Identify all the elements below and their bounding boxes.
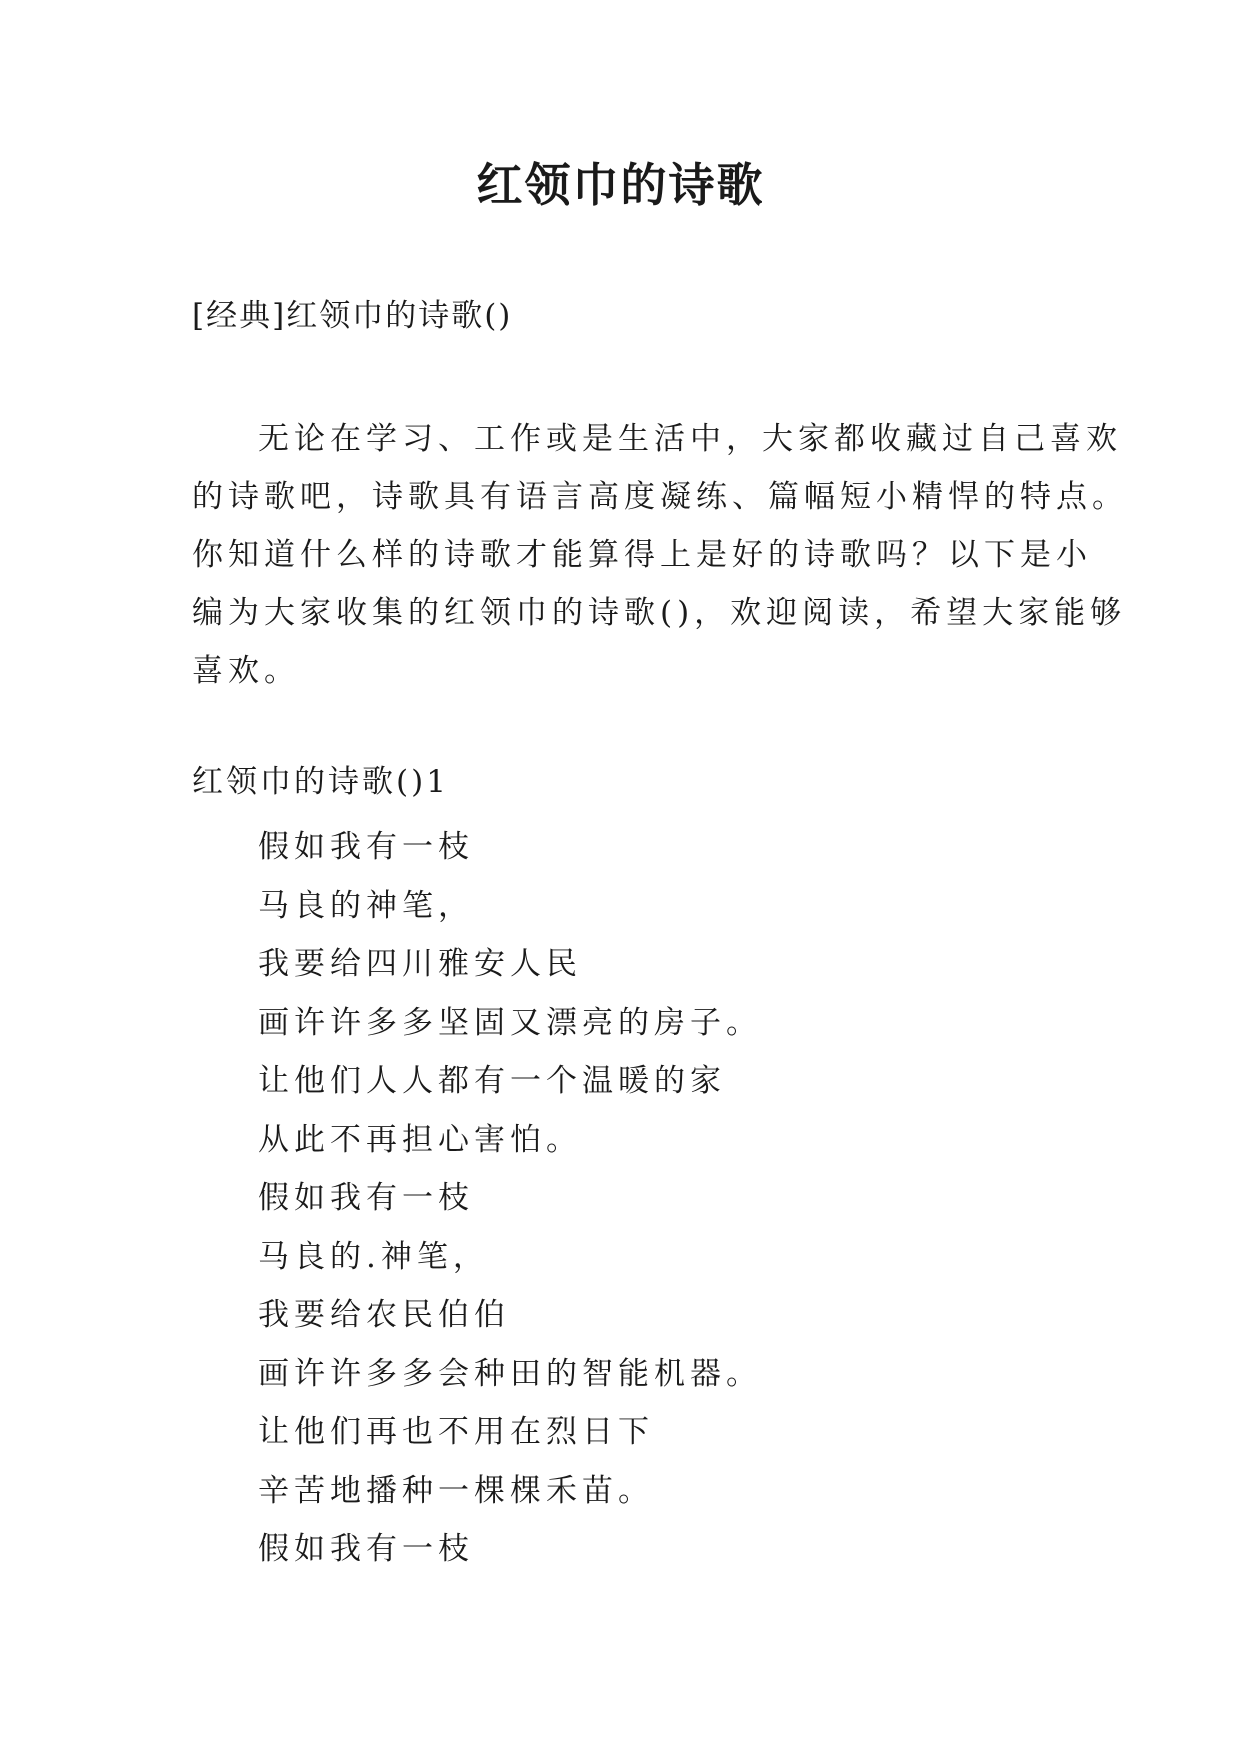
poem-line: 我要给农民伯伯 [258,1297,510,1333]
intro-line: 的诗歌吧，诗歌具有语言高度凝练、篇幅短小精悍的特点。 [192,479,1128,515]
poem-line: 画许许多多坚固又漂亮的房子。 [258,1004,762,1041]
intro-line: 喜欢。 [192,653,300,689]
intro-line: 无论在学习、工作或是生活中，大家都收藏过自己喜欢 [258,421,1122,457]
poem-line: 从此不再担心害怕。 [258,1121,582,1158]
poem-line: 假如我有一枝 [258,1531,474,1567]
poem [258,818,762,1579]
poem-line: 让他们人人都有一个温暖的家 [258,1063,726,1099]
section-title: 红领巾的诗歌()1 [192,764,449,800]
document-subtitle: [经典]红领巾的诗歌() [192,298,513,334]
poem-line: 让他们再也不用在烈日下 [258,1414,654,1450]
document-title: 红领巾的诗歌 [476,158,765,212]
poem-line: 马良的.神笔， [258,1238,489,1275]
intro-line: 你知道什么样的诗歌才能算得上是好的诗歌吗？以下是小 [192,537,1092,573]
poem-line: 假如我有一枝 [258,1180,474,1216]
poem-line: 我要给四川雅安人民 [258,946,582,982]
poem-line: 画许许多多会种田的智能机器。 [258,1355,762,1392]
intro-paragraph [192,410,1128,700]
poem-line: 辛苦地播种一棵棵禾苗。 [258,1472,654,1509]
intro-line: 编为大家收集的红领巾的诗歌()，欢迎阅读，希望大家能够 [192,595,1127,631]
poem-line: 假如我有一枝 [258,829,474,865]
poem-line: 马良的神笔， [258,887,474,924]
